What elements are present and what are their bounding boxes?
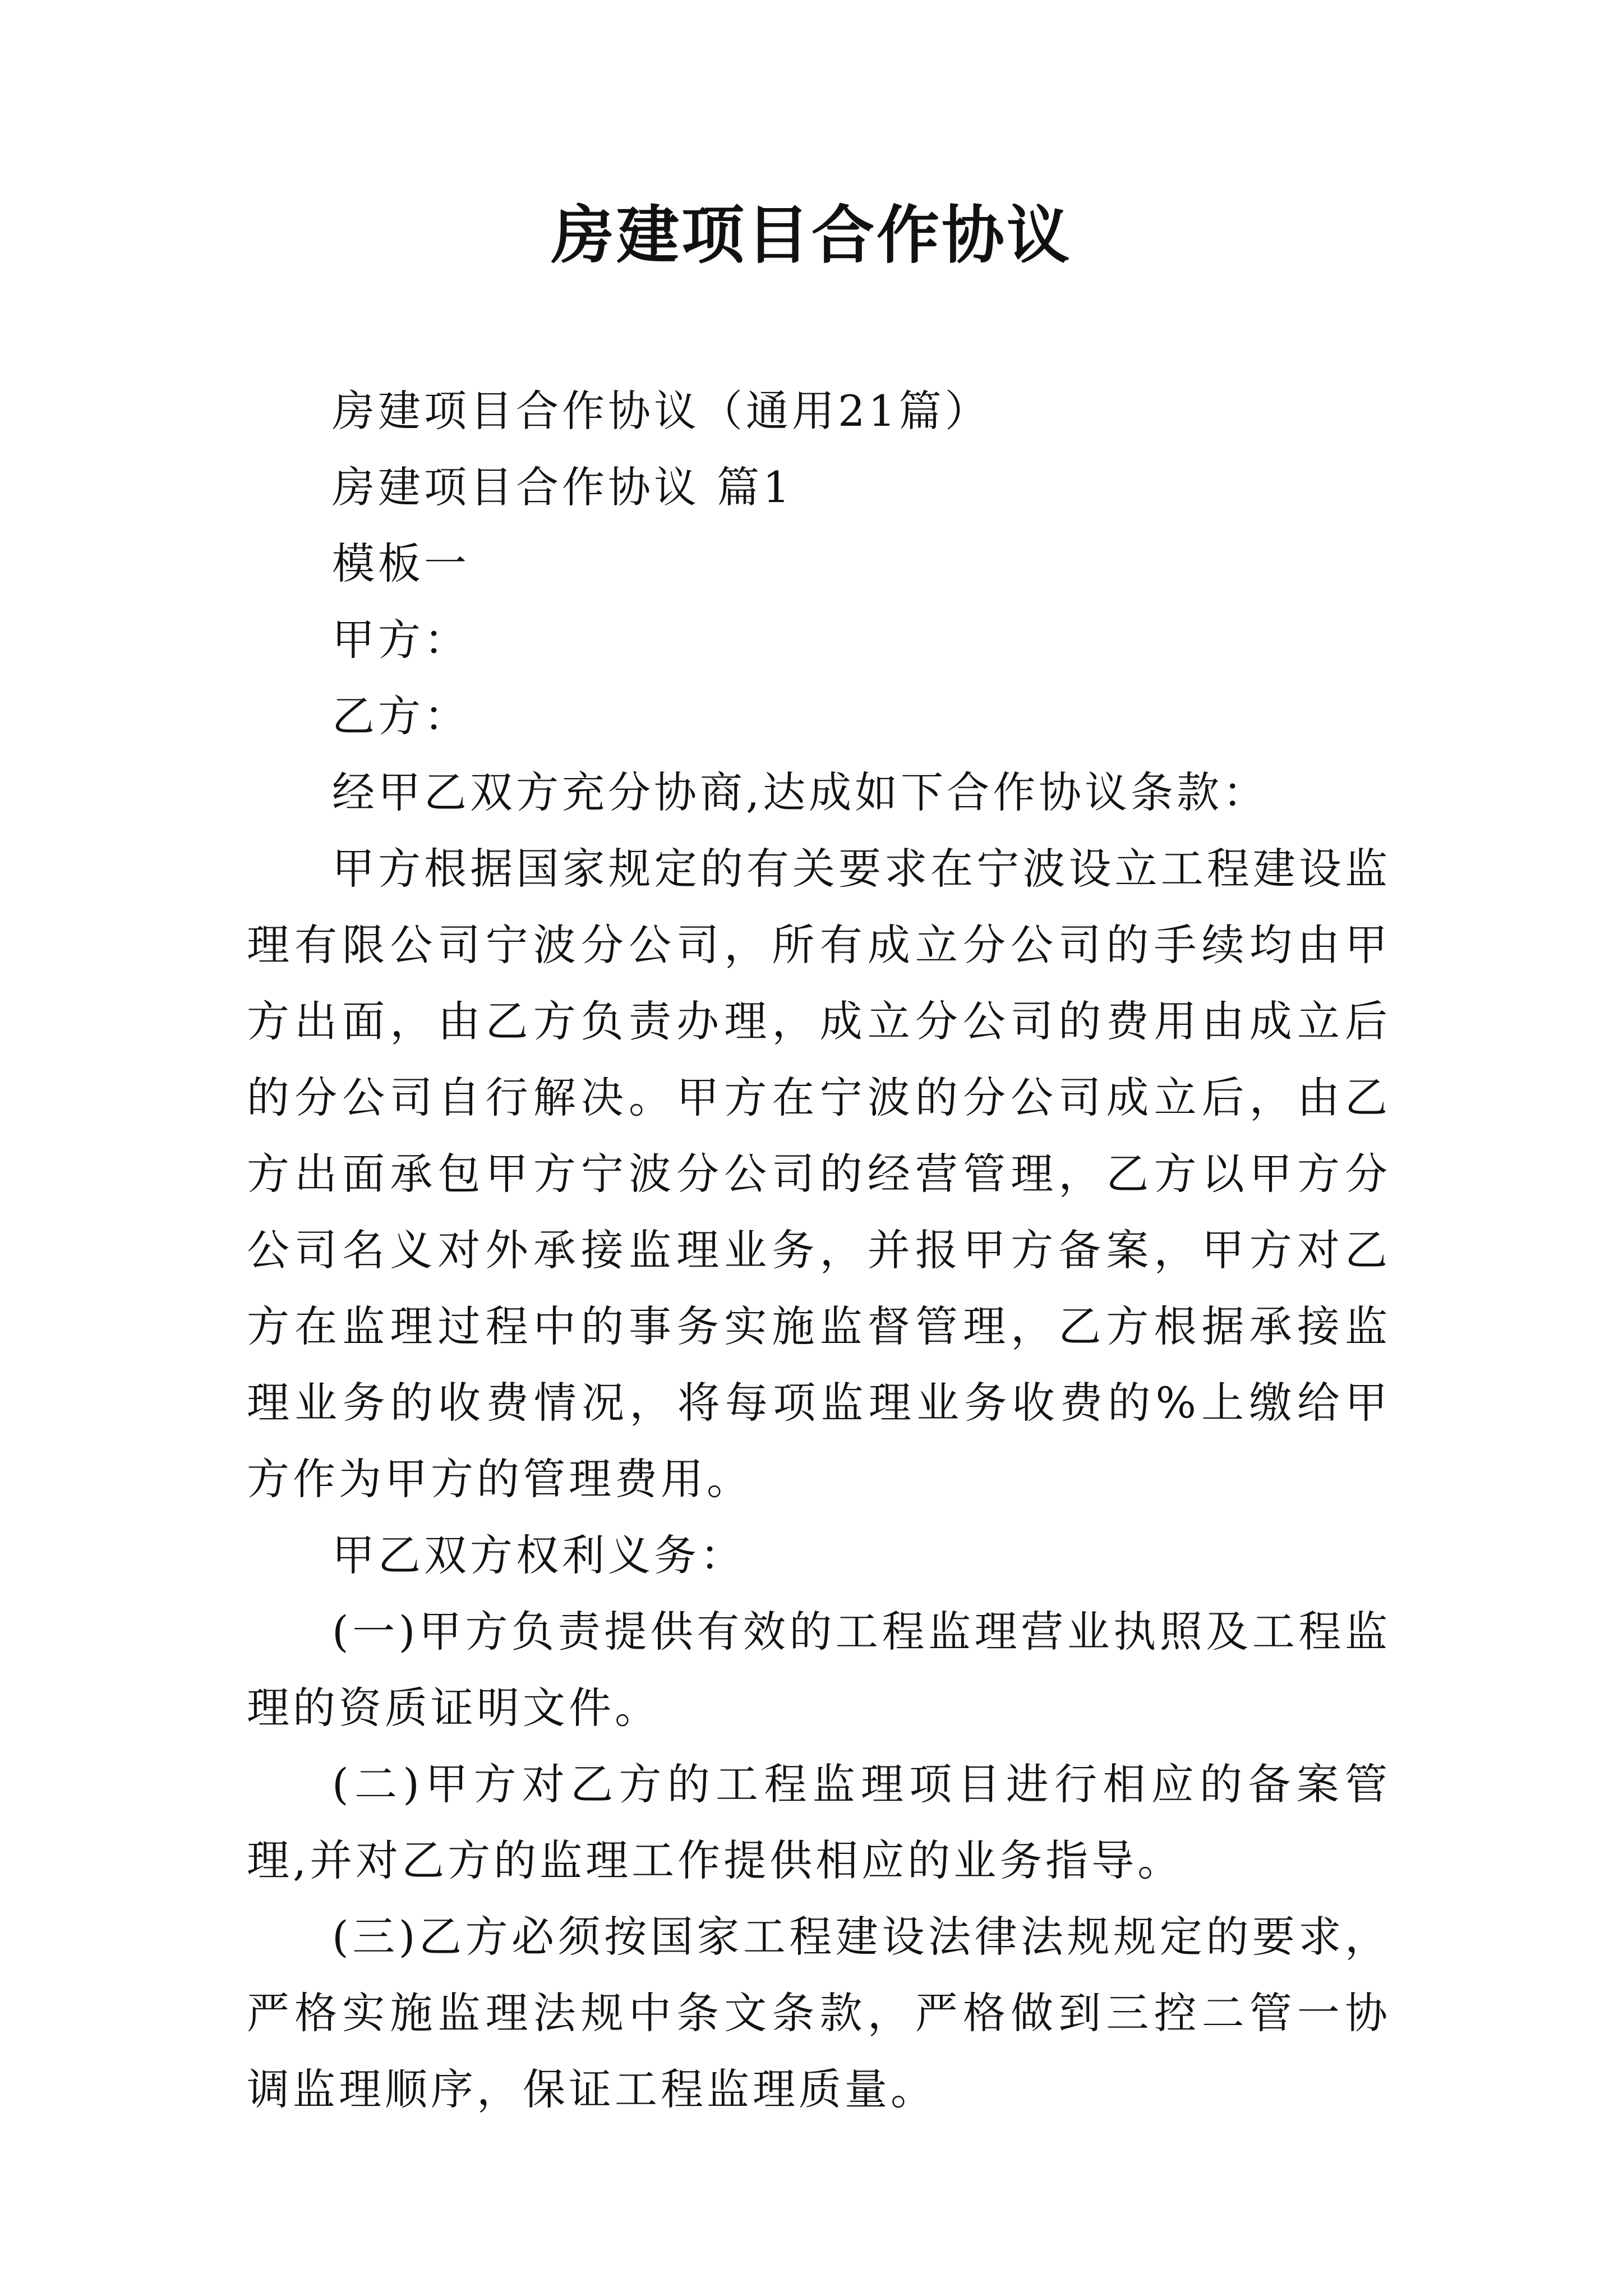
- paragraph-party-a: 甲方：: [332, 615, 470, 665]
- paragraph-template-label: 模板一: [332, 539, 470, 588]
- paragraph-subtitle: 房建项目合作协议（通用21篇）: [332, 386, 991, 436]
- paragraph-party-b: 乙方：: [332, 691, 470, 741]
- paragraph-clause-2: (二)甲方对乙方的工程监理项目进行相应的备案管理,并对乙方的监理工作提供相应的业务指导。: [247, 1759, 1391, 1885]
- paragraph-main-terms: 甲方根据国家规定的有关要求在宁波设立工程建设监理有限公司宁波分公司，所有成立分公司的手续均由甲方出面，由乙方负责办理，成立分公司的费用由成立后的分公司自行解决。甲方在宁波的分公司成立后，由乙方出面承包甲方宁波分公司的经营管理，乙方以甲方分公司名义对外承接监理业务，并报甲方备案，甲方对乙方在监理过程中的事务实施监督管理，乙方根据承接监理业务的收费情况，将每项监理业务收费的%上缴给甲方作为甲方的管理费用。: [247, 844, 1391, 1504]
- paragraph-clause-1: (一)甲方负责提供有效的工程监理营业执照及工程监理的资质证明文件。: [247, 1607, 1391, 1733]
- paragraph-clause-3: (三)乙方必须按国家工程建设法律法规规定的要求，严格实施监理法规中条文条款，严格做到三控二管一协调监理顺序，保证工程监理质量。: [247, 1912, 1391, 2114]
- paragraph-rights-heading: 甲乙双方权利义务：: [332, 1530, 746, 1580]
- document-title: 房建项目合作协议: [551, 199, 1072, 272]
- paragraph-section-heading: 房建项目合作协议 篇1: [332, 462, 794, 512]
- paragraph-intro: 经甲乙双方充分协商,达成如下合作协议条款：: [332, 767, 1269, 817]
- document-body: [247, 373, 1391, 2128]
